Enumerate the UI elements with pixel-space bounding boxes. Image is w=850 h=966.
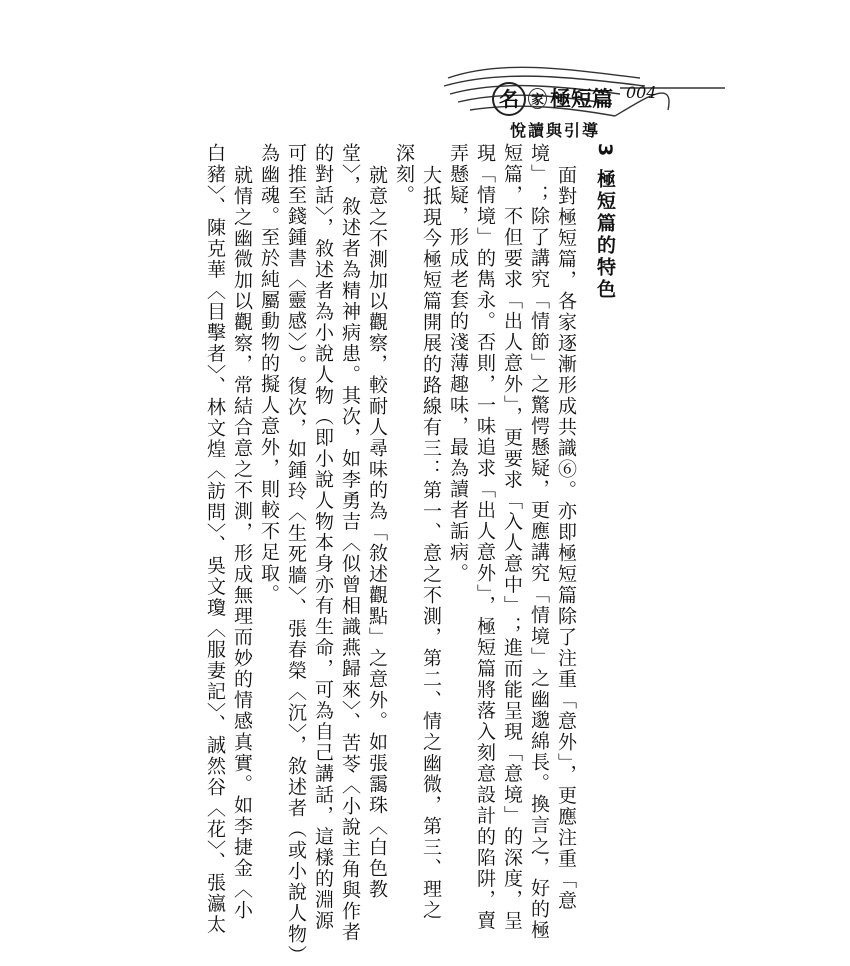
header-brand [492, 82, 613, 116]
text-column-11: 可推至錢鍾書〈靈感〉）。復次，如鍾玲〈生死牆〉、張春榮〈沉〉，敘述者（或小說人物） [285, 143, 307, 966]
text-column-7: 深刻。 [393, 143, 415, 206]
brand-rest: 極短篇 [550, 86, 614, 111]
brand-jia-char: 家 [528, 88, 547, 109]
header-subtitle: 悅讀與引導 [510, 121, 601, 140]
text-column-12: 為幽魂。至於純屬動物的擬人意外，則較不足取。 [258, 143, 280, 605]
text-column-9: 堂〉，敘述者為精神病患。其次，如李勇吉〈似曾相識燕歸來〉、苦苓〈小說主角與作者 [339, 143, 361, 943]
text-column-3: 短篇，不但要求「出人意外」，更要求「入人意中」；進而能呈現「意境」的深度，呈 [501, 143, 523, 932]
text-column-1: 面對極短篇，各家逐漸形成共識⑥。亦即極短篇除了注重「意外」，更應注重「意 [555, 165, 577, 912]
page-number: 004 [626, 83, 657, 102]
section-title: 3 極短篇的特色 [594, 143, 616, 301]
text-column-13: 就情之幽微加以觀察，常結合意之不測，形成無理而妙的情感真實。如李捷金〈小 [231, 165, 253, 921]
brand-ming-char: 名 [492, 82, 526, 116]
text-column-6: 大抵現今極短篇開展的路線有三：第一、意之不測，第二、情之幽微，第三、理之 [420, 165, 442, 921]
text-column-2: 境」；除了講究「情節」之驚愕懸疑，更應講究「情境」之幽邈綿長。換言之，好的極 [528, 143, 550, 941]
text-column-8: 就意之不測加以觀察，較耐人尋味的為「敘述觀點」之意外。如張靄珠〈白色教 [366, 165, 388, 900]
running-header [440, 38, 740, 138]
text-column-14: 白豬〉、陳克華〈目擊者〉、林文煌〈訪問〉、吳文瓊〈服妻記〉、誠然谷〈花〉、張瀛太 [204, 143, 226, 936]
text-column-5: 弄懸疑，形成老套的淺薄趣味，最為讀者詬病。 [447, 143, 469, 584]
text-column-4: 現「情境」的雋永。否則，一味追求「出人意外」，極短篇將落入刻意設計的陷阱，賣 [474, 143, 496, 932]
text-column-10: 的對話〉，敘述者為小說人物（即小說人物本身亦有生命，可為自己講話，這樣的淵源 [312, 143, 334, 932]
